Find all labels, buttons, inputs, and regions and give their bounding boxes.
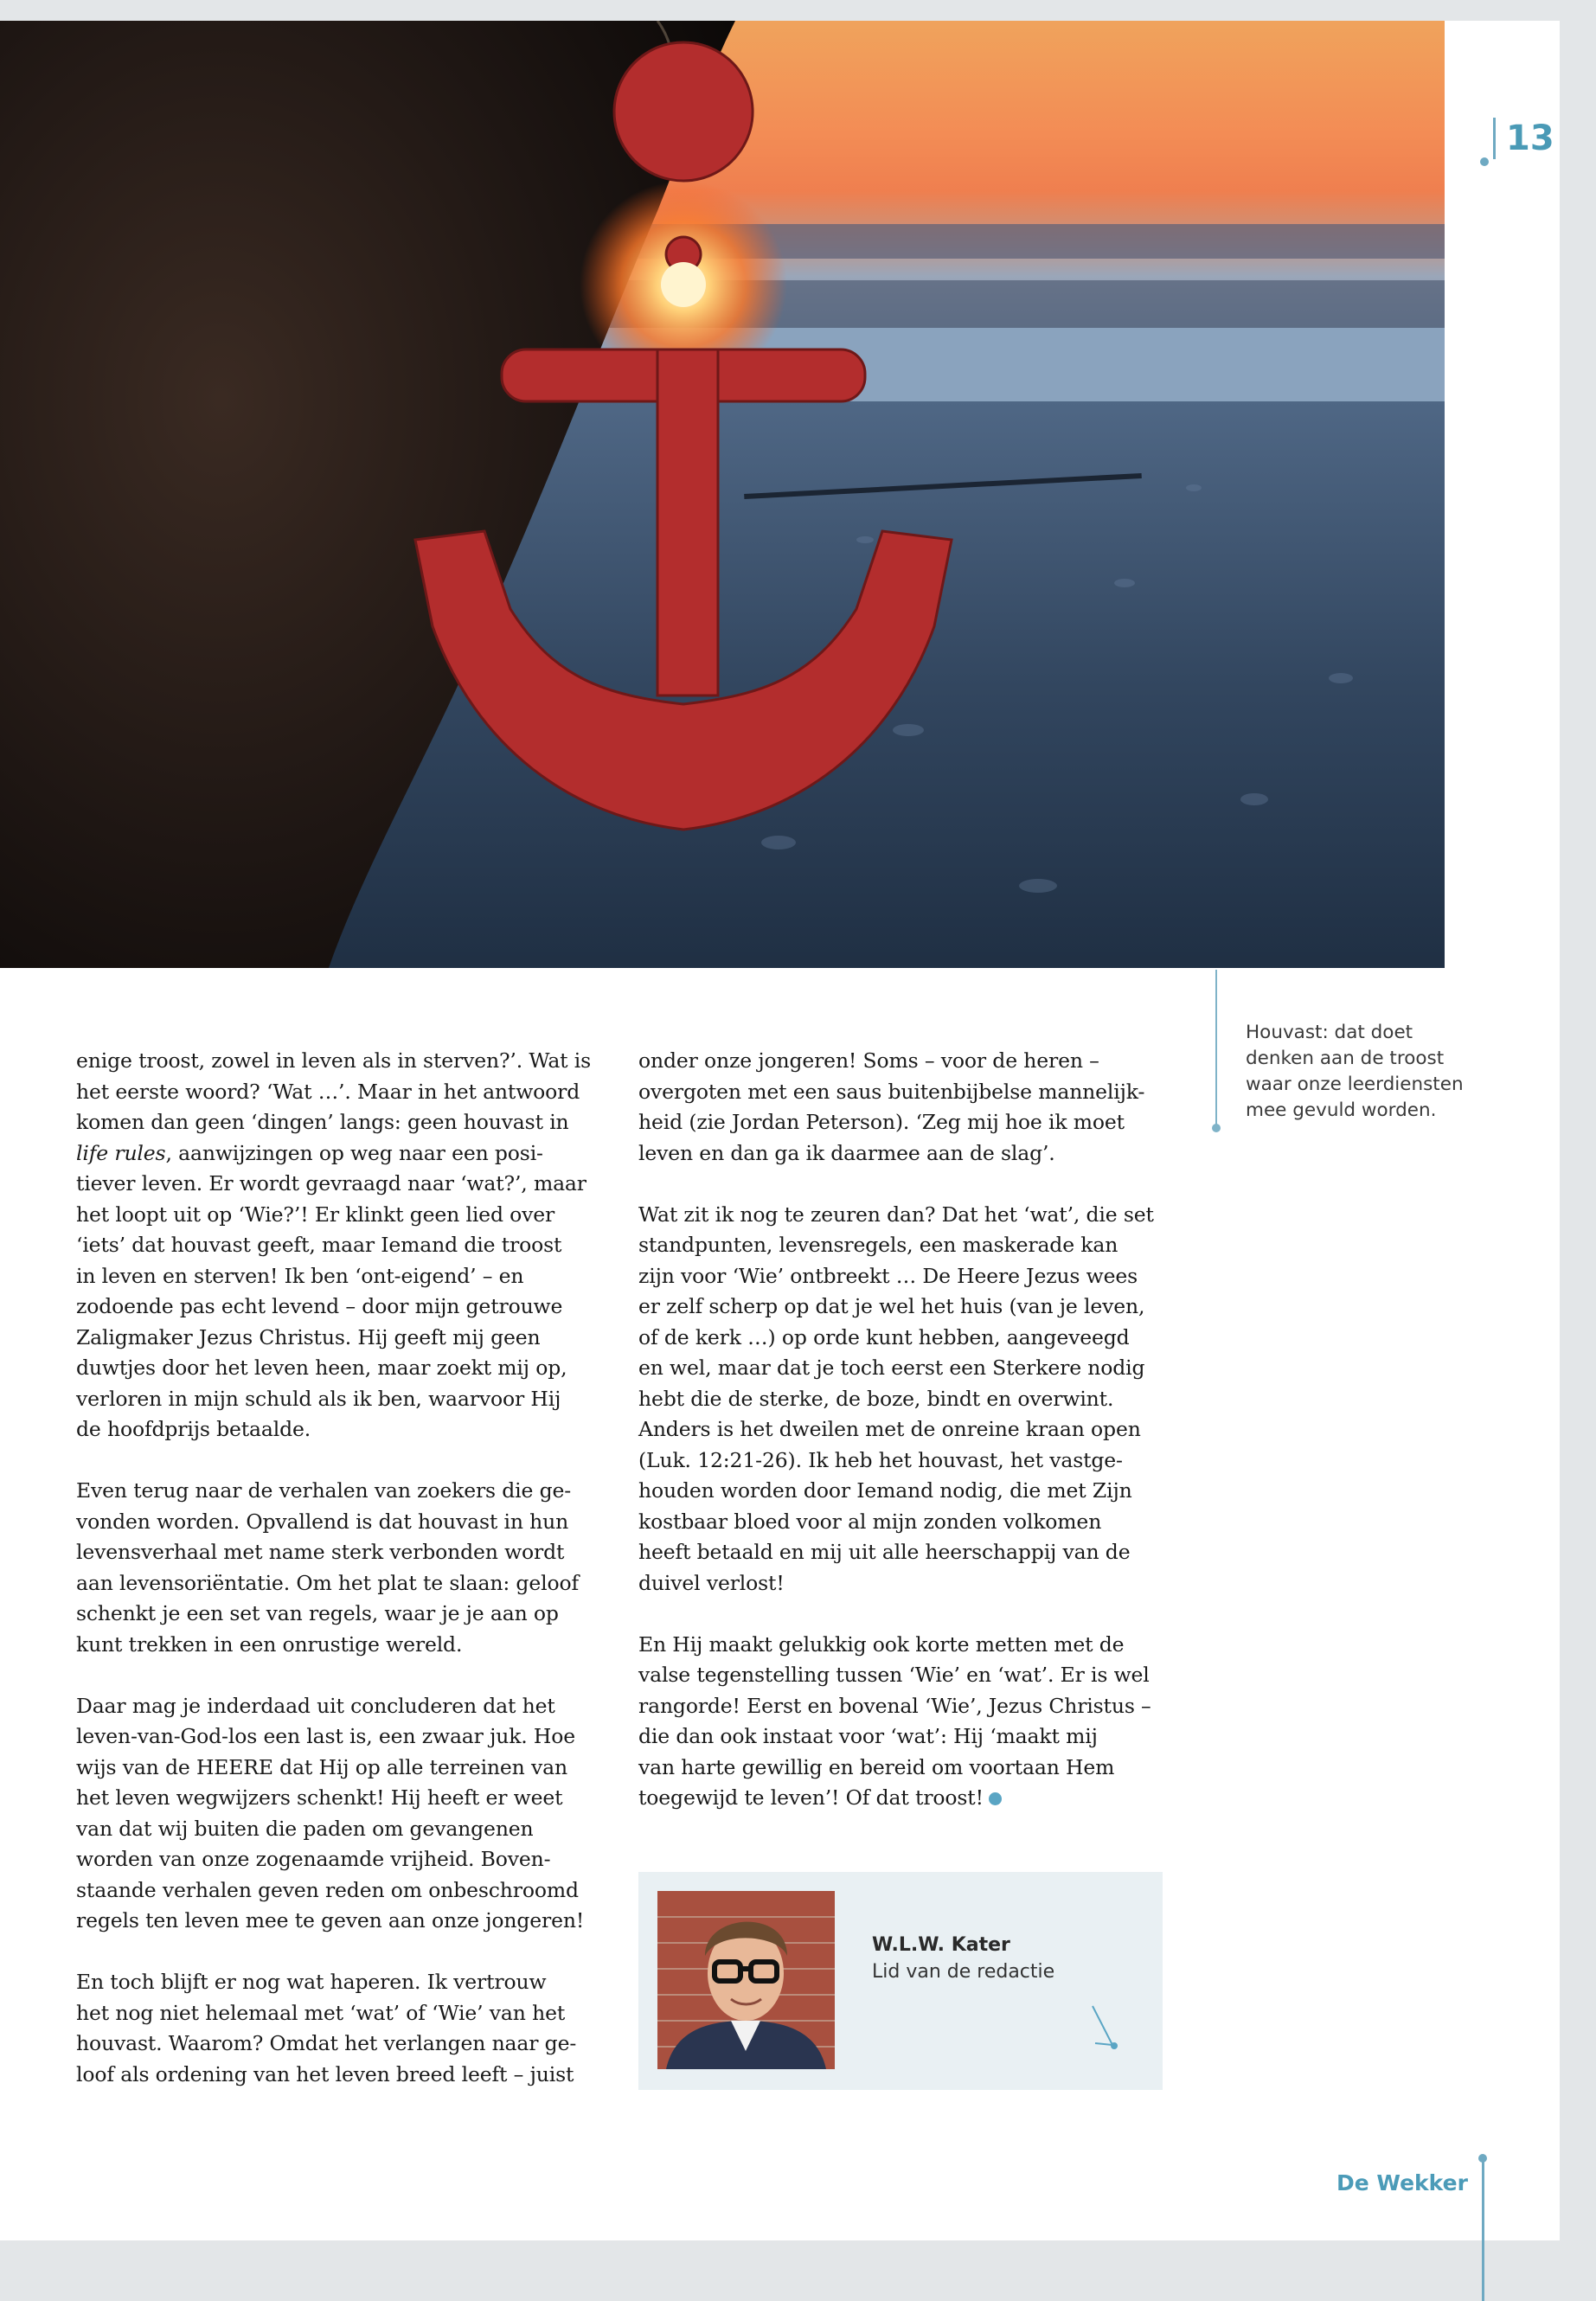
text-line: van harte gewillig en bereid om voortaan Hem bbox=[638, 1754, 1115, 1779]
text-line: leven-van-God-los een last is, een zwaar juk. Hoe bbox=[76, 1724, 576, 1748]
text-line: in leven en sterven! Ik ben ‘ont-eigend’ – en bbox=[76, 1263, 524, 1288]
photo-illustration bbox=[0, 21, 1445, 968]
paragraph bbox=[638, 1200, 1166, 1599]
italic-term: life rules bbox=[76, 1140, 166, 1165]
text-line: Daar mag je inderdaad uit concluderen dat het bbox=[76, 1693, 555, 1718]
arrow-icon bbox=[1088, 2002, 1123, 2054]
caption-line: mee gevuld worden. bbox=[1246, 1099, 1437, 1121]
paragraph bbox=[76, 1046, 604, 1445]
text-line: en wel, maar dat je toch eerst een Sterkere nodig bbox=[638, 1356, 1145, 1380]
text-line: heeft betaald en mij uit alle heerschappij van de bbox=[638, 1540, 1131, 1564]
caption-dot bbox=[1212, 1124, 1221, 1132]
text-line: standpunten, levensregels, een maskerade kan bbox=[638, 1233, 1118, 1257]
caption-line: Houvast: dat doet bbox=[1246, 1022, 1413, 1043]
text-line: het eerste woord? ‘Wat …’. Maar in het antwoord bbox=[76, 1079, 580, 1104]
text-line: regels ten leven mee te geven aan onze jongeren! bbox=[76, 1908, 585, 1932]
paragraph bbox=[76, 1967, 604, 2090]
text-line: heid (zie Jordan Peterson). ‘Zeg mij hoe ik moet bbox=[638, 1110, 1125, 1134]
text-line: houden worden door Iemand nodig, die met Zijn bbox=[638, 1478, 1132, 1503]
text-line: ‘iets’ dat houvast geeft, maar Iemand die troost bbox=[76, 1233, 562, 1257]
text-line: (Luk. 12:21-26). Ik heb het houvast, het vastge- bbox=[638, 1447, 1123, 1472]
text-line: En Hij maakt gelukkig ook korte metten met de bbox=[638, 1631, 1125, 1657]
text-line: Wat zit ik nog te zeuren dan? Dat het ‘wat’, die set bbox=[638, 1202, 1154, 1227]
text-line: komen dan geen ‘dingen’ langs: geen houvast in bbox=[76, 1110, 569, 1134]
text-line: life rules, aanwijzingen op weg naar een posi- bbox=[76, 1140, 543, 1165]
text-line: of de kerk …) op orde kunt hebben, aangeveegd bbox=[638, 1324, 1130, 1349]
photo-caption bbox=[1246, 1020, 1497, 1124]
paragraph bbox=[76, 1476, 604, 1660]
paragraph bbox=[638, 1630, 1166, 1814]
text-line: duivel verlost! bbox=[638, 1570, 785, 1595]
text-line: kostbaar bloed voor al mijn zonden volkomen bbox=[638, 1509, 1102, 1534]
text-line: tiever leven. Er wordt gevraagd naar ‘wat?’, maar bbox=[76, 1171, 586, 1195]
text-line: overgoten met een saus buitenbijbelse mannelijk- bbox=[638, 1079, 1145, 1104]
text-line: wijs van de HEERE dat Hij op alle terreinen van bbox=[76, 1754, 567, 1779]
text-line: Anders is het dweilen met de onreine kraan open bbox=[638, 1417, 1141, 1441]
author-role: Lid van de redactie bbox=[872, 1961, 1055, 1983]
text-line: vonden worden. Opvallend is dat houvast in hun bbox=[76, 1509, 569, 1534]
magazine-page bbox=[0, 21, 1560, 2240]
text-line: duwtjes door het leven heen, maar zoekt mij op, bbox=[76, 1356, 567, 1380]
article-column-right bbox=[638, 1046, 1166, 1844]
text-line: het loopt uit op ‘Wie?’! Er klinkt geen lied over bbox=[76, 1202, 555, 1227]
text-line: het nog niet helemaal met ‘wat’ of ‘Wie’ van het bbox=[76, 2000, 566, 2025]
text-line: Even terug naar de verhalen van zoekers die ge- bbox=[76, 1478, 572, 1503]
footer-rule bbox=[1482, 2157, 1484, 2301]
text-line: leven en dan ga ik daarmee aan de slag’. bbox=[638, 1140, 1055, 1165]
author-portrait bbox=[657, 1891, 835, 2069]
caption-line: waar onze leerdiensten bbox=[1246, 1074, 1464, 1095]
text-line: kunt trekken in een onrustige wereld. bbox=[76, 1631, 463, 1657]
text-line: houvast. Waarom? Omdat het verlangen naar ge- bbox=[76, 2031, 577, 2055]
text-line: En toch blijft er nog wat haperen. Ik vertrouw bbox=[76, 1970, 547, 1994]
text-line: het leven wegwijzers schenkt! Hij heeft er weet bbox=[76, 1785, 563, 1810]
text-line: rangorde! Eerst en bovenal ‘Wie’, Jezus Christus – bbox=[638, 1693, 1151, 1718]
text-line: staande verhalen geven reden om onbeschroomd bbox=[76, 1877, 579, 1902]
text-line: verloren in mijn schuld als ik ben, waarvoor Hij bbox=[76, 1386, 561, 1411]
text-line: schenkt je een set van regels, waar je je aan op bbox=[76, 1601, 559, 1625]
paragraph bbox=[638, 1046, 1166, 1169]
page-number: 13 bbox=[1493, 118, 1554, 159]
paragraph bbox=[76, 1691, 604, 1937]
text-line: valse tegenstelling tussen ‘Wie’ en ‘wat’. Er is wel bbox=[638, 1663, 1150, 1687]
footer-brand: De Wekker bbox=[1336, 2170, 1468, 2195]
author-photo bbox=[657, 1891, 835, 2069]
text-line: die dan ook instaat voor ‘wat’: Hij ‘maakt mij bbox=[638, 1724, 1098, 1748]
caption-line: denken aan de troost bbox=[1246, 1048, 1445, 1069]
author-name: W.L.W. Kater bbox=[872, 1934, 1010, 1956]
text-line: worden van onze zogenaamde vrijheid. Boven- bbox=[76, 1847, 551, 1871]
text-line: zijn voor ‘Wie’ ontbreekt … De Heere Jezus wees bbox=[638, 1263, 1138, 1288]
article-column-left bbox=[76, 1046, 604, 2121]
text-line: hebt die de sterke, de boze, bindt en overwint. bbox=[638, 1386, 1114, 1411]
text-line: er zelf scherp op dat je wel het huis (van je leven, bbox=[638, 1294, 1145, 1318]
text-line: toegewijd te leven’! Of dat troost! bbox=[638, 1783, 1166, 1814]
text-line: zodoende pas echt levend – door mijn getrouwe bbox=[76, 1294, 563, 1318]
page-number-dot bbox=[1480, 157, 1489, 166]
end-mark-dot bbox=[989, 1792, 1002, 1805]
author-box bbox=[638, 1872, 1163, 2090]
text-line: loof als ordening van het leven breed leeft – juist bbox=[76, 2061, 574, 2086]
text-line: van dat wij buiten die paden om gevangenen bbox=[76, 1816, 534, 1841]
text-line: de hoofdprijs betaalde. bbox=[76, 1417, 311, 1441]
text-line: levensverhaal met name sterk verbonden wordt bbox=[76, 1540, 565, 1564]
text-line: onder onze jongeren! Soms – voor de heren – bbox=[638, 1048, 1099, 1073]
text-line: aan levensoriëntatie. Om het plat te slaan: geloof bbox=[76, 1570, 579, 1595]
text-line: enige troost, zowel in leven als in sterven?’. Wat is bbox=[76, 1048, 592, 1073]
anchor-photo bbox=[0, 21, 1445, 968]
text-line: Zaligmaker Jezus Christus. Hij geeft mij geen bbox=[76, 1324, 541, 1349]
caption-rule bbox=[1215, 970, 1217, 1125]
